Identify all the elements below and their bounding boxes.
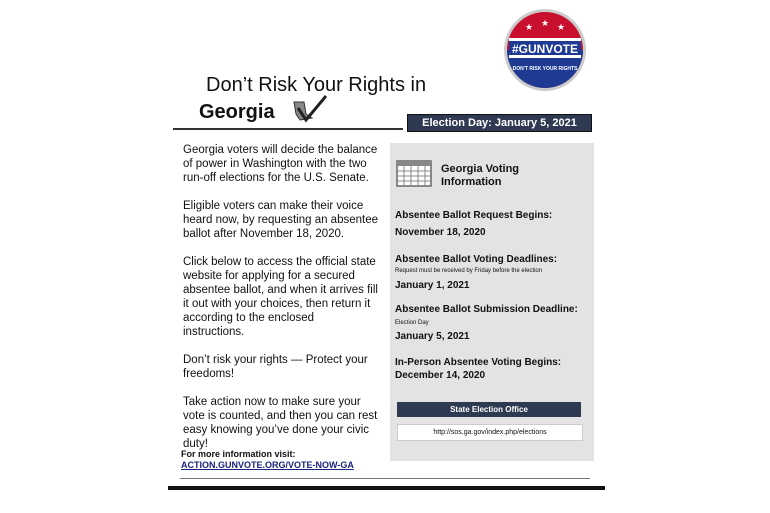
election-office-url[interactable]: http://sos.ga.gov/index.php/elections xyxy=(397,424,583,441)
badge-tagline: DON'T RISK YOUR RIGHTS xyxy=(512,66,578,72)
item-note: Election Day xyxy=(395,320,429,326)
state-election-office-button[interactable]: State Election Office xyxy=(397,402,581,417)
panel-title xyxy=(441,163,551,189)
gunvote-badge xyxy=(503,8,587,92)
body-text xyxy=(183,143,378,465)
paragraph: Click below to access the official state website for applying for a secured absentee ballot, and when it arrives fill it out with your choices, then return it according to the enclosed instructions. xyxy=(183,256,378,338)
item-label: Absentee Ballot Request Begins: xyxy=(395,210,553,221)
item-value: January 1, 2021 xyxy=(395,280,470,291)
item-value: December 14, 2020 xyxy=(395,370,486,381)
badge-hashtag: #GUNVOTE xyxy=(511,42,579,56)
paragraph: Don’t risk your rights — Protect your freedoms! xyxy=(183,354,368,380)
svg-text:★: ★ xyxy=(557,22,566,32)
item-label: In-Person Absentee Voting Begins: xyxy=(395,357,562,368)
item-note: Request must be received by Friday before the election xyxy=(395,268,543,274)
paragraph: Eligible voters can make their voice heard now, by requesting an absentee ballot after November 18, 2020. xyxy=(183,200,379,240)
paragraph: Take action now to make sure your vote is counted, and then you can rest easy knowing you’ve done your civic duty! xyxy=(183,396,378,450)
election-day-banner: Election Day: January 5, 2021 xyxy=(407,114,592,132)
footer-divider xyxy=(180,478,590,479)
item-value: January 5, 2021 xyxy=(395,331,470,342)
paragraph: Georgia voters will decide the balance of power in Washington with the two run-off elections for the U.S. Senate. xyxy=(183,144,378,184)
calendar-icon xyxy=(396,157,432,192)
more-info-link[interactable]: ACTION.GUNVOTE.ORG/VOTE-NOW-GA xyxy=(181,460,354,470)
header-line2: Georgia xyxy=(199,101,275,123)
item-label: Absentee Ballot Voting Deadlines: xyxy=(395,254,558,265)
panel-title-line2: Information xyxy=(441,176,502,188)
georgia-check-icon xyxy=(290,94,330,129)
footer-bar xyxy=(168,486,605,490)
item-value: November 18, 2020 xyxy=(395,227,486,238)
more-info-label: For more information visit: xyxy=(181,449,296,459)
svg-text:★: ★ xyxy=(525,22,534,32)
header-rule xyxy=(173,128,403,130)
panel-title-line1: Georgia Voting xyxy=(441,163,520,175)
svg-text:★: ★ xyxy=(541,18,550,28)
header-line1: Don’t Risk Your Rights in xyxy=(206,74,427,96)
item-label: Absentee Ballot Submission Deadline: xyxy=(395,304,578,315)
